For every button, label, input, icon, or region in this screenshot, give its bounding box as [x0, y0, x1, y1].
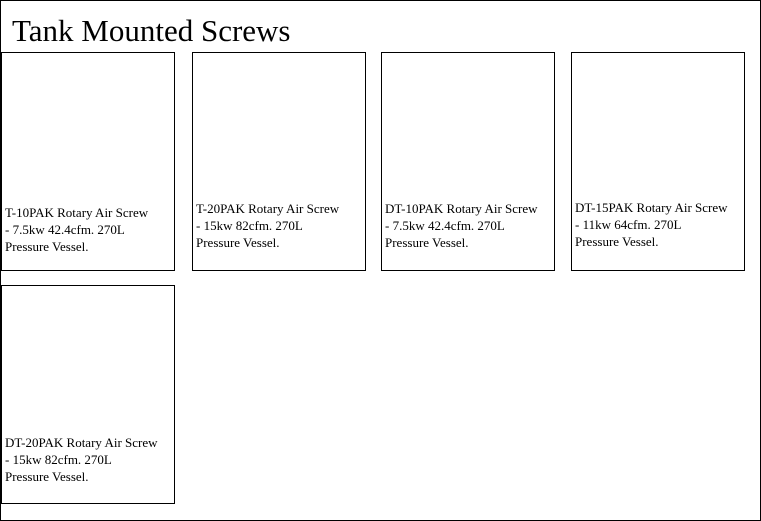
product-vessel: Pressure Vessel.	[196, 235, 280, 250]
product-card-dt-10pak[interactable]	[381, 52, 555, 271]
product-specs: - 15kw 82cfm. 270L	[5, 452, 112, 467]
product-name: DT-20PAK Rotary Air Screw	[5, 435, 158, 450]
product-name: DT-15PAK Rotary Air Screw	[575, 200, 728, 215]
product-card-dt-20pak[interactable]	[1, 285, 175, 504]
product-card-dt-15pak[interactable]	[571, 52, 745, 271]
product-card-t-10pak[interactable]	[1, 52, 175, 271]
product-vessel: Pressure Vessel.	[5, 239, 89, 254]
page-title: Tank Mounted Screws	[12, 13, 291, 48]
product-description	[5, 434, 174, 485]
product-description	[196, 200, 365, 251]
product-name: T-20PAK Rotary Air Screw	[196, 201, 340, 216]
product-specs: - 7.5kw 42.4cfm. 270L	[5, 222, 125, 237]
product-specs: - 15kw 82cfm. 270L	[196, 218, 303, 233]
product-vessel: Pressure Vessel.	[5, 469, 89, 484]
product-vessel: Pressure Vessel.	[385, 235, 469, 250]
product-description	[5, 204, 174, 255]
product-specs: - 11kw 64cfm. 270L	[575, 217, 682, 232]
product-vessel: Pressure Vessel.	[575, 234, 659, 249]
product-specs: - 7.5kw 42.4cfm. 270L	[385, 218, 505, 233]
product-card-t-20pak[interactable]	[192, 52, 366, 271]
product-description	[575, 199, 744, 250]
product-name: T-10PAK Rotary Air Screw	[5, 205, 149, 220]
product-name: DT-10PAK Rotary Air Screw	[385, 201, 538, 216]
product-description	[385, 200, 554, 251]
